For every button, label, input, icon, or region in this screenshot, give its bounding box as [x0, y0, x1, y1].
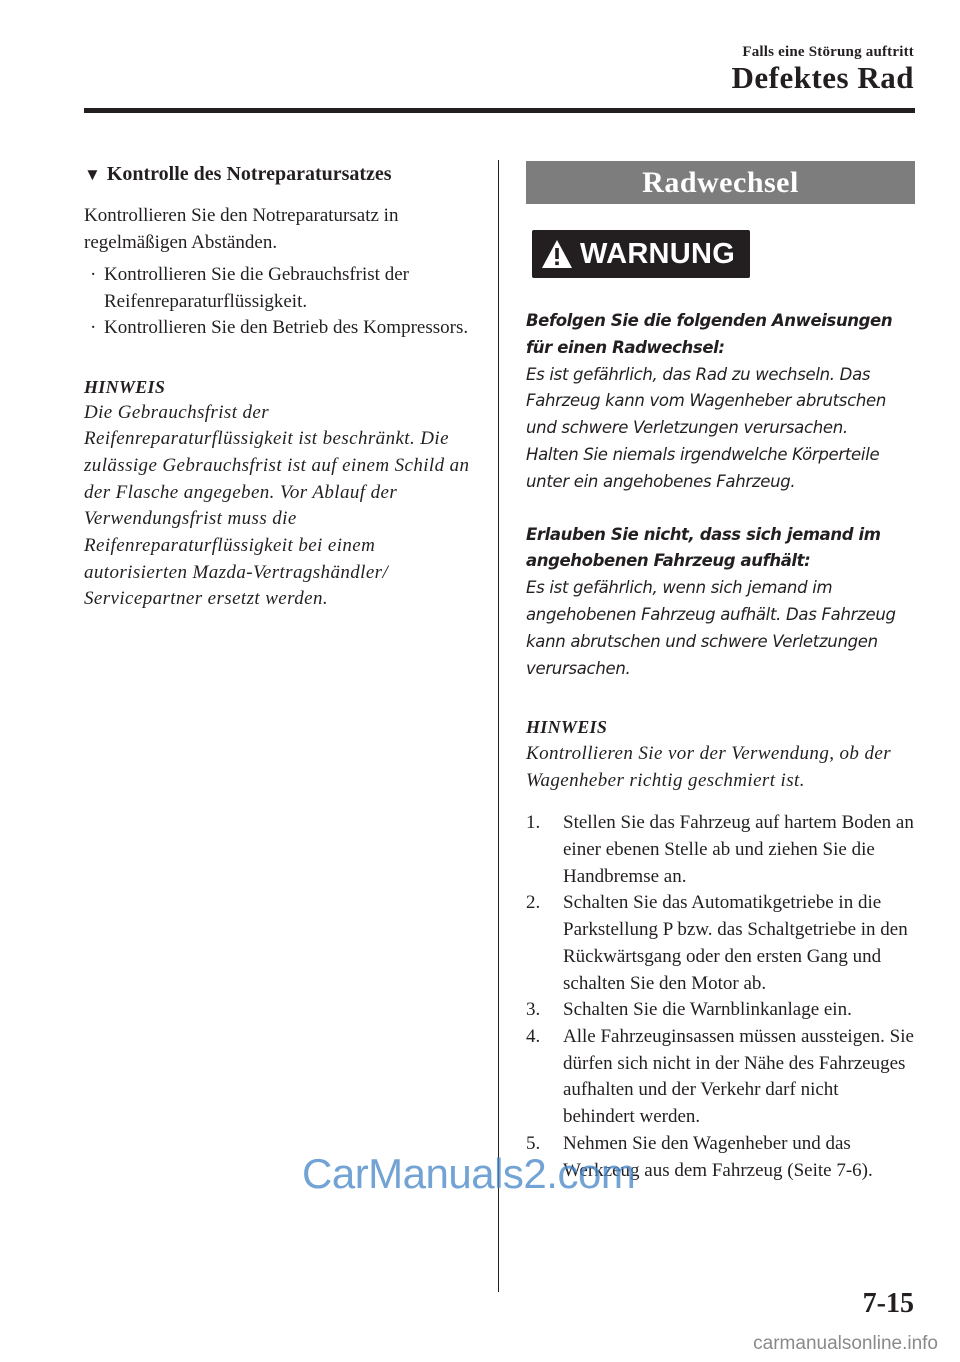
- step-text: Alle Fahrzeuginsassen müssen aussteigen. Sie dürfen sich nicht in der Nähe des Fahrzeuges aufhalten und der Verkehr darf nicht behindert werden.: [563, 1025, 914, 1128]
- note-text: Die Gebrauchsfrist der Reifenreparaturflüssigkeit ist beschränkt. Die zulässige Gebrauchsfrist ist auf einem Schild an der Flasche angegeben. Vor Ablauf der Verwendungsfrist muss die Reifenreparaturflüssigkeit bei einem autorisierten Mazda-Vertragshändler/ Servicepartner ersetzt werden.: [84, 401, 470, 610]
- warning-title: Erlauben Sie nicht, dass sich jemand im angehobenen Fahrzeug aufhält:: [526, 524, 881, 571]
- section-heading-text: Kontrolle des Notreparatursatzes: [106, 163, 392, 185]
- watermark: CarManuals2.com: [302, 1150, 636, 1197]
- header-rule: [84, 108, 915, 113]
- page-title: Defektes Rad: [731, 60, 914, 95]
- check-list: [84, 262, 480, 342]
- step-number: 3.: [526, 999, 541, 1021]
- step-number: 4.: [526, 1025, 541, 1047]
- bullet-dot-icon: ·: [90, 317, 97, 338]
- step-item: [526, 997, 915, 1024]
- step-item: [526, 810, 915, 890]
- step-text: Stellen Sie das Fahrzeug auf hartem Boden an einer ebenen Stelle ab und ziehen Sie die Handbremse an.: [563, 812, 914, 887]
- note-heading: HINWEIS: [526, 717, 608, 738]
- column-divider: [498, 160, 499, 1292]
- warning-block-2: [526, 522, 915, 683]
- list-item-text: Kontrollieren Sie den Betrieb des Kompressors.: [104, 317, 469, 338]
- section-banner: Radwechsel: [526, 161, 915, 204]
- section-heading: [84, 160, 480, 189]
- intro-paragraph: Kontrollieren Sie den Notreparatursatz in regelmäßigen Abständen.: [84, 205, 399, 253]
- triangle-marker-icon: ▼: [84, 165, 101, 184]
- warning-text: Halten Sie niemals irgendwelche Körperteile unter ein angehobenes Fahrzeug.: [526, 444, 880, 491]
- step-item: [526, 890, 915, 997]
- warning-block-1: [526, 308, 915, 496]
- footer-source: carmanualsonline.info: [753, 1333, 938, 1354]
- step-item: [526, 1024, 915, 1131]
- page-number: 7-15: [862, 1288, 914, 1319]
- step-number: 5.: [526, 1132, 541, 1154]
- bullet-dot-icon: ·: [90, 264, 97, 285]
- warning-title: Befolgen Sie die folgenden Anweisungen für einen Radwechsel:: [526, 311, 893, 357]
- header-section-label: Falls eine Störung auftritt: [742, 44, 914, 60]
- procedure-steps: [526, 810, 915, 1184]
- step-text: Schalten Sie die Warnblinkanlage ein.: [563, 999, 852, 1021]
- step-text: Nehmen Sie den Wagenheber und das Werkzeug aus dem Fahrzeug (Seite 7-6).: [563, 1132, 873, 1181]
- step-number: 2.: [526, 892, 541, 914]
- step-text: Schalten Sie das Automatikgetriebe in die Parkstellung P bzw. das Schaltgetriebe in den Rückwärtsgang oder den ersten Gang und schalten Sie den Motor ab.: [563, 892, 908, 994]
- warning-label: WARNUNG: [580, 237, 736, 270]
- right-column: [526, 161, 915, 1184]
- warning-triangle-icon: [540, 238, 574, 270]
- warning-badge: [532, 230, 750, 278]
- warning-text: Es ist gefährlich, wenn sich jemand im angehobenen Fahrzeug aufhält. Das Fahrzeug kann abrutschen und schwere Verletzungen verursachen.: [526, 578, 896, 678]
- list-item: [84, 315, 480, 342]
- list-item-text: Kontrollieren Sie die Gebrauchsfrist der Reifenreparaturflüssigkeit.: [104, 264, 409, 312]
- warning-text: Es ist gefährlich, das Rad zu wechseln. Das Fahrzeug kann vom Wagenheber abrutschen und schwere Verletzungen verursachen.: [526, 364, 887, 438]
- note-heading: HINWEIS: [84, 376, 166, 397]
- list-item: [84, 262, 480, 315]
- step-number: 1.: [526, 812, 541, 834]
- left-column: [84, 160, 480, 613]
- note-text: Kontrollieren Sie vor der Verwendung, ob der Wagenheber richtig geschmiert ist.: [526, 743, 892, 792]
